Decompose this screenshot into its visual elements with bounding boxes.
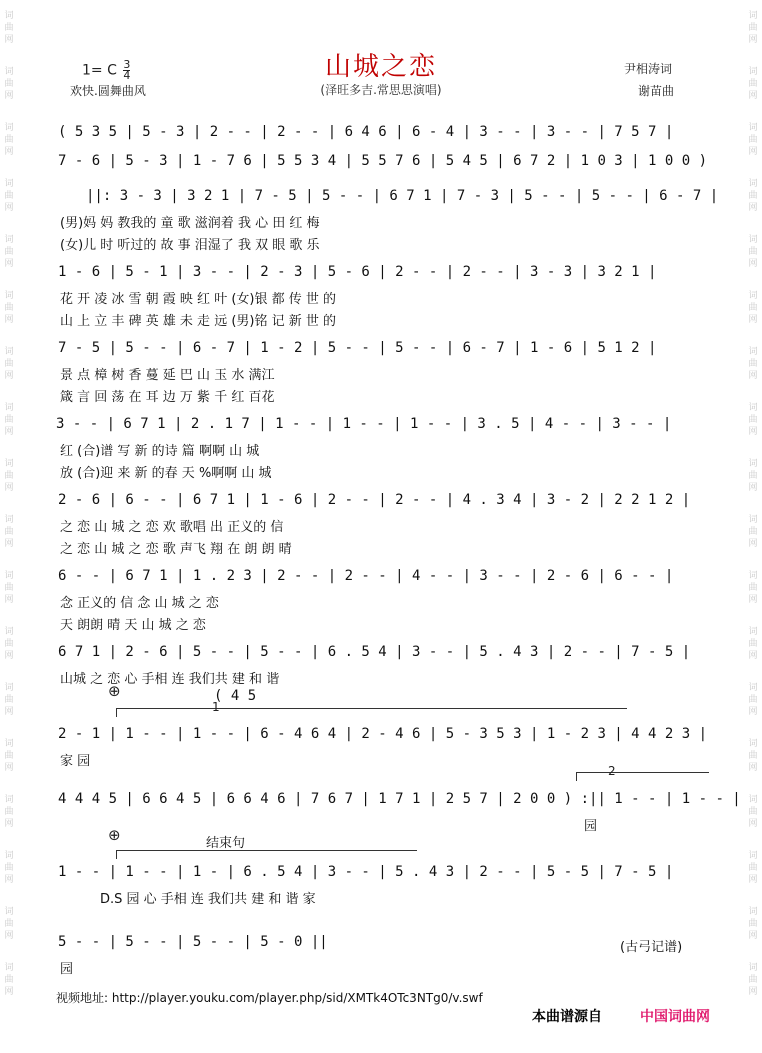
ending-bracket [116,850,417,859]
lyric-line: 景 点 樟 树 香 蔓 延 巴 山 玉 水 满江 [60,368,275,383]
notation-line: 6 - - | 6 7 1 | 1 . 2 3 | 2 - - | 2 - - | 4 - - | 3 - - | 2 - 6 | 6 - - | [58,568,674,584]
watermark-text: 词 曲 网 [748,515,758,549]
lyric-line: 天 朗朗 晴 天 山 城 之 恋 [60,618,206,633]
watermark-text: 词 曲 网 [748,459,758,493]
lyric-line: 山 上 立 丰 碑 英 雄 未 走 远 (男)铭 记 新 世 的 [60,314,336,329]
notation-line: 1 - - | 1 - - | 1 - | 6 . 5 4 | 3 - - | 5 . 4 3 | 2 - - | 5 - 5 | 7 - 5 | [58,864,674,880]
source-label: 本曲谱源自 [532,1009,602,1025]
video-url-link[interactable]: http://player.youku.com/player.php/sid/XMTk4OTc3NTg0/v.swf [111,991,483,1005]
watermark-text: 词 曲 网 [748,347,758,381]
watermark-text: 词 曲 网 [748,851,758,885]
watermark-text: 词 曲 网 [748,683,758,717]
watermark-text: 词 曲 网 [4,67,14,101]
time-sig-bottom: 4 [123,69,131,82]
watermark-text: 词 曲 网 [4,739,14,773]
lyric-line: 园 [584,819,598,834]
lyric-line: 之 恋 山 城 之 恋 欢 歌唱 出 正义的 信 [60,520,284,535]
notation-line: 6 7 1 | 2 - 6 | 5 - - | 5 - - | 6 . 5 4 | 3 - - | 5 . 4 3 | 2 - - | 7 - 5 | [58,644,691,660]
watermark-text: 词 曲 网 [4,347,14,381]
ending-label: 结束句 [206,836,246,851]
coda-sign-1: ⊕ [108,682,121,700]
watermark-text: 词 曲 网 [748,739,758,773]
watermark-text: 词 曲 网 [4,851,14,885]
notation-line: 7 - 6 | 5 - 3 | 1 - 7 6 | 5 5 3 4 | 5 5 7 6 | 5 4 5 | 6 7 2 | 1 0 3 | 1 0 0 ) [58,153,708,169]
lyric-line: 花 开 凌 冰 雪 朝 霞 映 红 叶 (女)银 都 传 世 的 [60,292,336,307]
performer-subtitle: (泽旺多吉.常思思演唱) [320,83,442,97]
notation-line: 2 - 1 | 1 - - | 1 - - | 6 - 4 6 4 | 2 - 4 6 | 5 - 3 5 3 | 1 - 2 3 | 4 4 2 3 | [58,726,708,742]
lyric-line: 箴 言 回 荡 在 耳 边 万 紫 千 红 百花 [60,390,275,405]
watermark-text: 词 曲 网 [4,963,14,997]
notation-line: 7 - 5 | 5 - - | 6 - 7 | 1 - 2 | 5 - - | 5 - - | 6 - 7 | 1 - 6 | 5 1 2 | [58,340,657,356]
watermark-text: 词 曲 网 [4,179,14,213]
watermark-text: 词 曲 网 [748,179,758,213]
lyric-line: 园 [60,962,74,977]
lyric-line: 红 (合)谱 写 新 的诗 篇 啊啊 山 城 [60,444,260,459]
watermark-text: 词 曲 网 [748,11,758,45]
lyric-line: D.S 园 心 手相 连 我们共 建 和 谐 家 [100,892,316,907]
lyric-line: 念 正义的 信 念 山 城 之 恋 [60,596,219,611]
watermark-text: 词 曲 网 [4,459,14,493]
watermark-text: 词 曲 网 [748,291,758,325]
volta-1-number: 1 [212,700,220,714]
notation-line: 4 4 4 5 | 6 6 4 5 | 6 6 4 6 | 7 6 7 | 1 7 1 | 2 5 7 | 2 0 0 ) :|| 1 - - | 1 - - | [58,791,741,807]
lyric-line: 之 恋 山 城 之 恋 歌 声飞 翔 在 朗 朗 晴 [60,542,292,557]
watermark-text: 词 曲 网 [4,627,14,661]
watermark-text: 词 曲 网 [4,123,14,157]
lyric-line: (男)妈 妈 教我的 童 歌 滋润着 我 心 田 红 梅 [60,216,320,231]
watermark-right [746,0,760,1053]
watermark-text: 词 曲 网 [4,403,14,437]
key-signature [82,60,130,81]
time-sig-top: 3 [123,58,131,71]
watermark-text: 词 曲 网 [4,571,14,605]
video-label: 视频地址: [56,991,109,1005]
composer-credit: 谢苗曲 [638,84,675,98]
lyric-line: 放 (合)迎 来 新 的春 天 %啊啊 山 城 [60,466,272,481]
watermark-text: 词 曲 网 [748,795,758,829]
song-title: 山城之恋 [324,52,437,82]
lyricist-credit: 尹相涛词 [624,62,673,76]
watermark-text: 词 曲 网 [4,683,14,717]
lyric-line: (女)儿 时 听过的 故 事 泪湿了 我 双 眼 歌 乐 [60,238,320,253]
volta-bracket-1 [116,708,627,717]
watermark-text: 词 曲 网 [748,627,758,661]
watermark-text: 词 曲 网 [4,235,14,269]
watermark-text: 词 曲 网 [748,907,758,941]
tempo-style: 欢快.圆舞曲风 [70,84,146,98]
coda-sign-2: ⊕ [108,826,121,844]
lyric-line: 家 园 [60,754,91,769]
watermark-text: 词 曲 网 [748,963,758,997]
watermark-text: 词 曲 网 [4,907,14,941]
site-name[interactable]: 中国词曲网 [640,1009,710,1025]
watermark-text: 词 曲 网 [748,403,758,437]
notation-line: ( 5 3 5 | 5 - 3 | 2 - - | 2 - - | 6 4 6 | 6 - 4 | 3 - - | 3 - - | 7 5 7 | [58,124,674,140]
watermark-text: 词 曲 网 [4,515,14,549]
notation-line: 2 - 6 | 6 - - | 6 7 1 | 1 - 6 | 2 - - | 2 - - | 4 . 3 4 | 3 - 2 | 2 2 1 2 | [58,492,691,508]
watermark-text: 词 曲 网 [4,11,14,45]
watermark-text: 词 曲 网 [4,795,14,829]
volta-bracket-2 [576,772,709,781]
volta-2-number: 2 [608,764,616,778]
watermark-text: 词 曲 网 [748,67,758,101]
watermark-text: 词 曲 网 [748,235,758,269]
video-address [56,989,483,1006]
notation-line: ||: 3 - 3 | 3 2 1 | 7 - 5 | 5 - - | 6 7 1 | 7 - 3 | 5 - - | 5 - - | 6 - 7 | [86,188,719,204]
lyric-line: 山城 之 恋 心 手相 连 我们共 建 和 谐 [60,672,280,687]
recorder-credit: (古弓记谱) [620,940,683,955]
notation-line: 5 - - | 5 - - | 5 - - | 5 - 0 || [58,934,328,950]
watermark-text: 词 曲 网 [4,291,14,325]
notation-line: 3 - - | 6 7 1 | 2 . 1 7 | 1 - - | 1 - - | 1 - - | 3 . 5 | 4 - - | 3 - - | [56,416,672,432]
watermark-text: 词 曲 网 [748,123,758,157]
watermark-left [2,0,16,1053]
pickup-bracket: ( 4 5 [214,688,257,704]
key-label: 1= C [82,62,117,79]
notation-line: 1 - 6 | 5 - 1 | 3 - - | 2 - 3 | 5 - 6 | 2 - - | 2 - - | 3 - 3 | 3 2 1 | [58,264,657,280]
watermark-text: 词 曲 网 [748,571,758,605]
